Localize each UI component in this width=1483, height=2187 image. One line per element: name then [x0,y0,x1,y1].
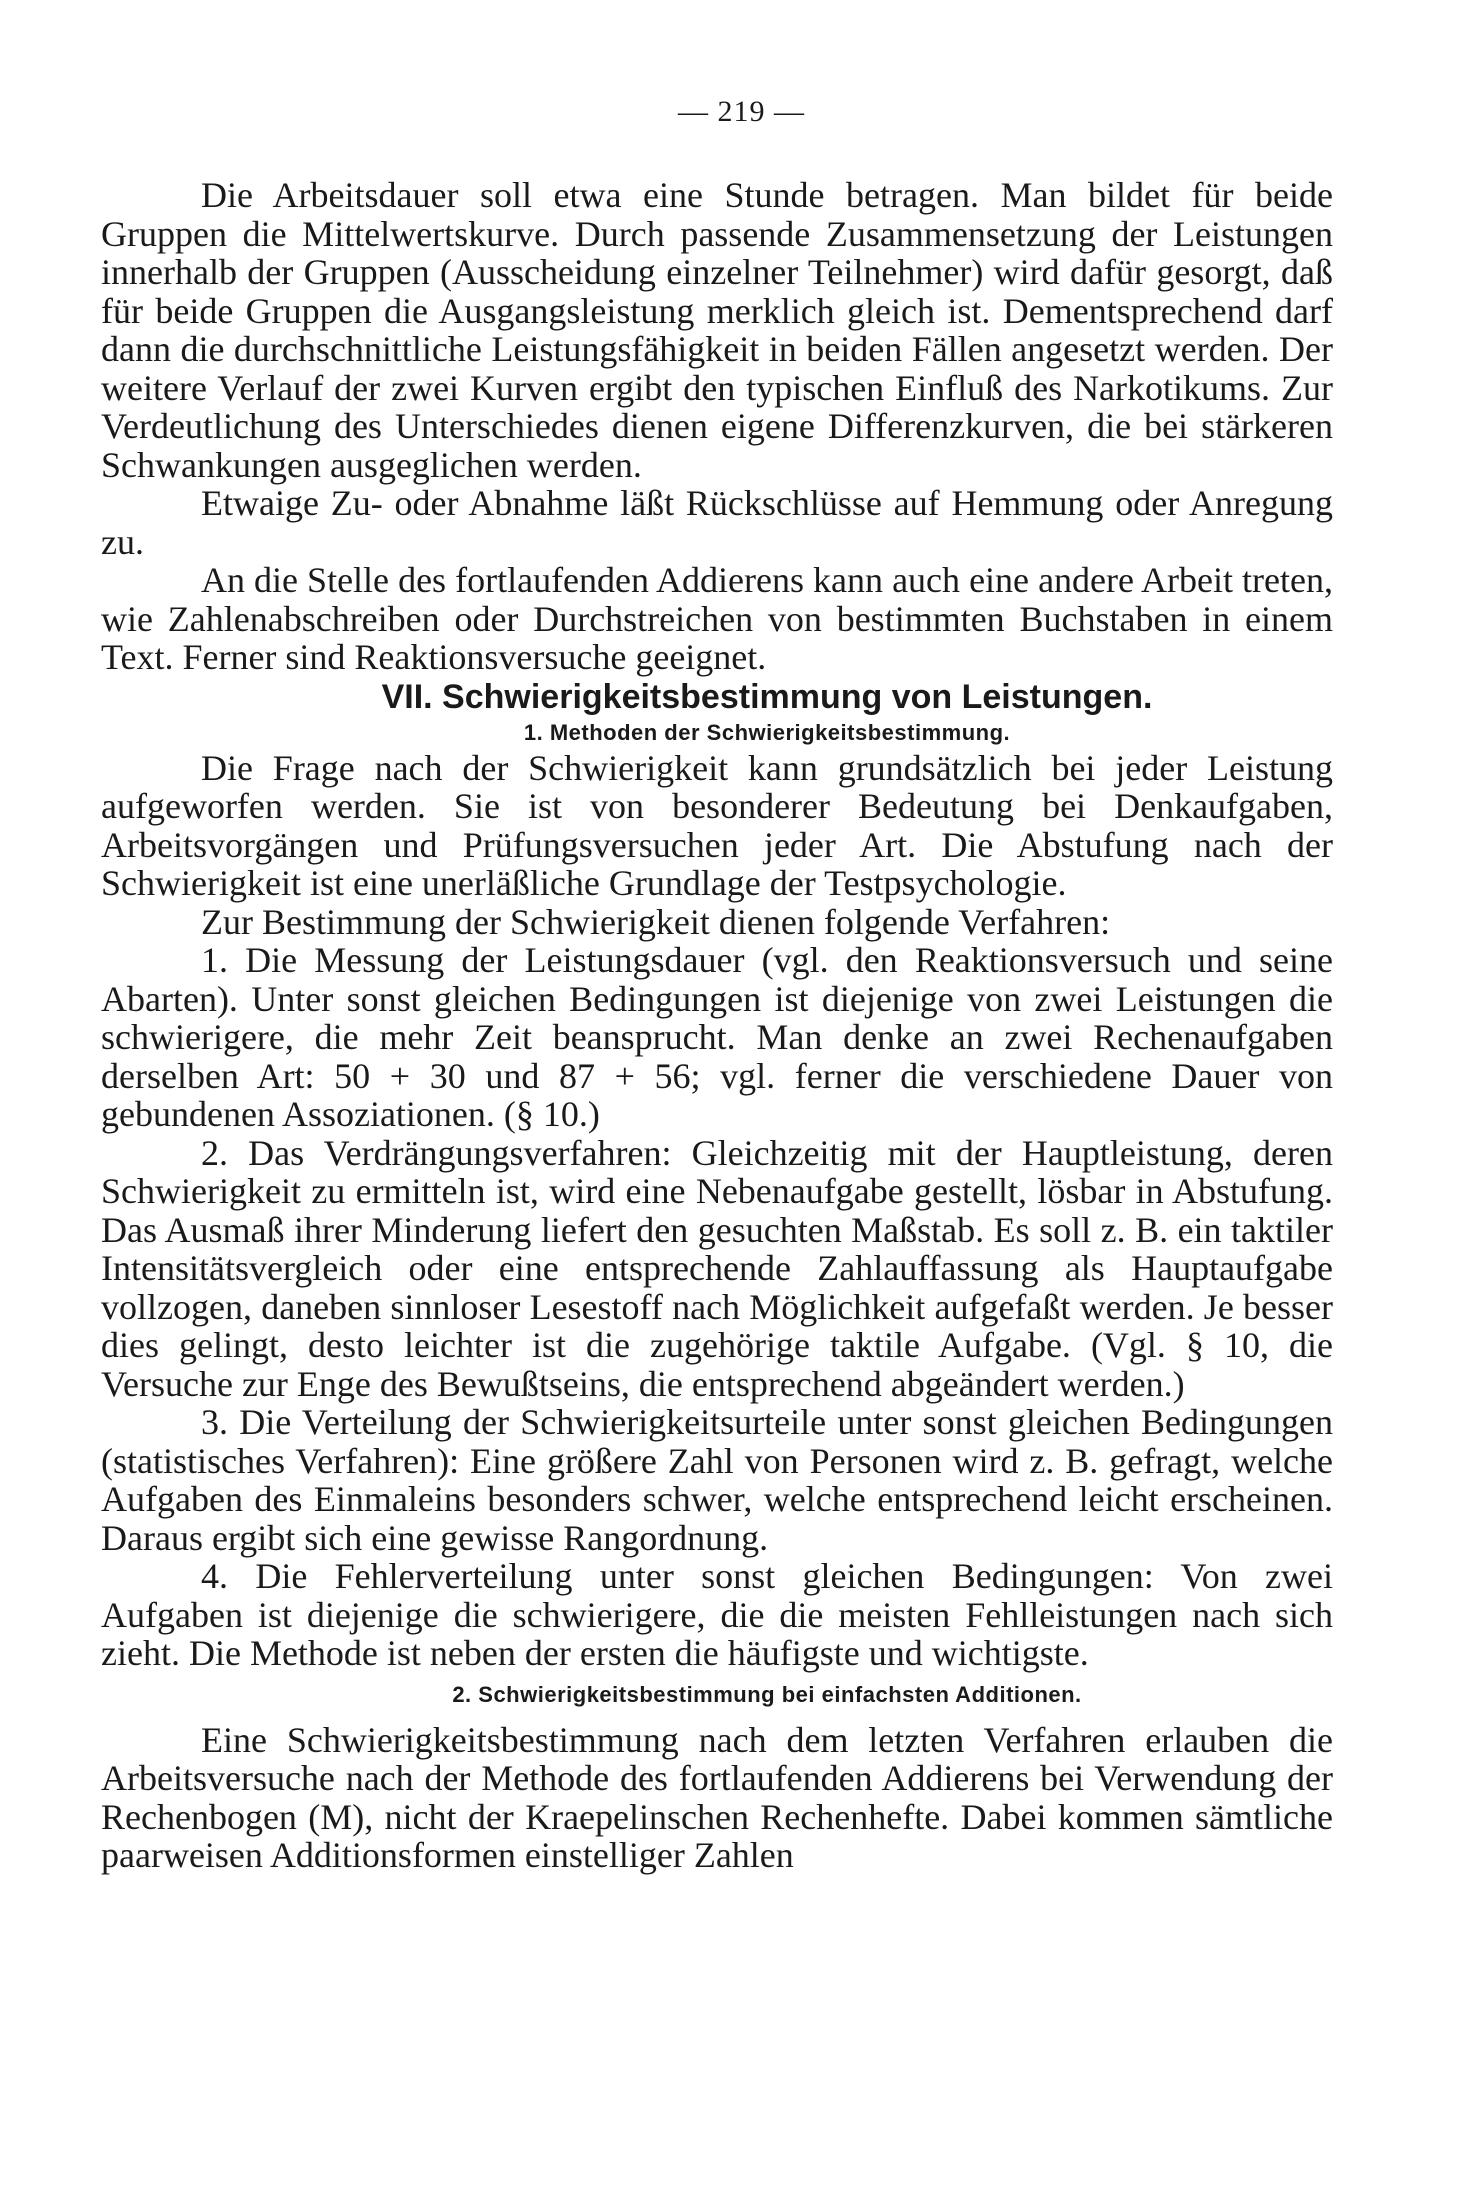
section-heading: VII. Schwierigkeitsbestimmung von Leistungen. [381,677,1153,716]
list-item: 4. Die Fehlerverteilung unter sonst gleichen Bedingungen: Von zwei Aufgaben ist diejenige die schwierigere, die die meisten Fehlleistungen nach sich zieht. Die Methode ist neben der ersten die häufigste und wichtigste. [101,1556,1333,1673]
paragraph: Die Arbeitsdauer soll etwa eine Stunde betragen. Man bildet für beide Gruppen die Mittelwertskurve. Durch passende Zusammensetzung der Leistungen innerhalb der Gruppen (Ausscheidung einzelner Teilnehmer) wird dafür gesorgt, daß für beide Gruppen die Ausgangsleistung merklich gleich ist. Dementsprechend darf dann die durchschnittliche Leistungsfähigkeit in beiden Fällen angesetzt werden. Der weitere Verlauf der zwei Kurven ergibt den typischen Einfluß des Narkotikums. Zur Verdeutlichung des Unterschiedes dienen eigene Differenzkurven, die bei stärkeren Schwankungen ausgeglichen werden. [101,175,1333,485]
page-number: — 219 — [678,95,805,128]
list-item: 2. Das Verdrängungsverfahren: Gleichzeitig mit der Hauptleistung, deren Schwierigkeit zu ermitteln ist, wird eine Nebenaufgabe gestellt, lösbar in Abstufung. Das Ausmaß ihrer Minderung liefert den gesuchten Maßstab. Es soll z. B. ein taktiler Intensitätsvergleich oder eine entsprechende Zahlauffassung als Hauptaufgabe vollzogen, daneben sinnloser Lesestoff nach Möglichkeit aufgefaßt werden. Je besser dies gelingt, desto leichter ist die zugehörige taktile Aufgabe. (Vgl. § 10, die Versuche zur Enge des Bewußtseins, die entsprechend abgeändert werden.) [101,1132,1333,1404]
subheading-methods: 1. Methoden der Schwierigkeitsbestimmung. [523,719,1011,745]
paragraph: Eine Schwierigkeitsbestimmung nach dem letzten Verfahren erlauben die Arbeitsversuche nach der Methode des fortlaufenden Addierens bei Verwendung der Rechenbogen (M), nicht der Kraepelinschen Rechenhefte. Dabei kommen sämtliche paarweisen Additionsformen einstelliger Zahlen [101,1719,1333,1875]
body-text [101,176,1333,1875]
paragraph: An die Stelle des fortlaufenden Addierens kann auch eine andere Arbeit treten, wie Zahlenabschreiben oder Durchstreichen von bestimmten Buchstaben in einem Text. Ferner sind Reaktionsversuche geeignet. [101,560,1333,677]
paragraph: Zur Bestimmung der Schwierigkeit dienen folgende Verfahren: [201,901,1111,942]
paragraph: Die Frage nach der Schwierigkeit kann grundsätzlich bei jeder Leistung aufgeworfen werden. Sie ist von besonderer Bedeutung bei Denkaufgaben, Arbeitsvorgängen und Prüfungsversuchen jeder Art. Die Abstufung nach der Schwierigkeit ist eine unerläßliche Grundlage der Testpsychologie. [101,747,1333,903]
list-item: 1. Die Messung der Leistungsdauer (vgl. den Reaktionsversuch und seine Abarten). Unter sonst gleichen Bedingungen ist diejenige von zwei Leistungen die schwierigere, die mehr Zeit beansprucht. Man denke an zwei Rechenaufgaben derselben Art: 50 + 30 und 87 + 56; vgl. ferner die verschiedene Dauer von gebundenen Assoziationen. (§ 10.) [101,940,1333,1134]
subheading-additions: 2. Schwierigkeitsbestimmung bei einfachsten Additionen. [452,1681,1082,1707]
paragraph: Etwaige Zu- oder Abnahme läßt Rückschlüsse auf Hemmung oder Anregung zu. [101,483,1333,562]
list-item: 3. Die Verteilung der Schwierigkeitsurteile unter sonst gleichen Bedingungen (statistisches Verfahren): Eine größere Zahl von Personen wird z. B. gefragt, welche Aufgaben des Einmaleins besonders schwer, welche entsprechend leicht erscheinen. Daraus ergibt sich eine gewisse Rangordnung. [101,1402,1333,1558]
